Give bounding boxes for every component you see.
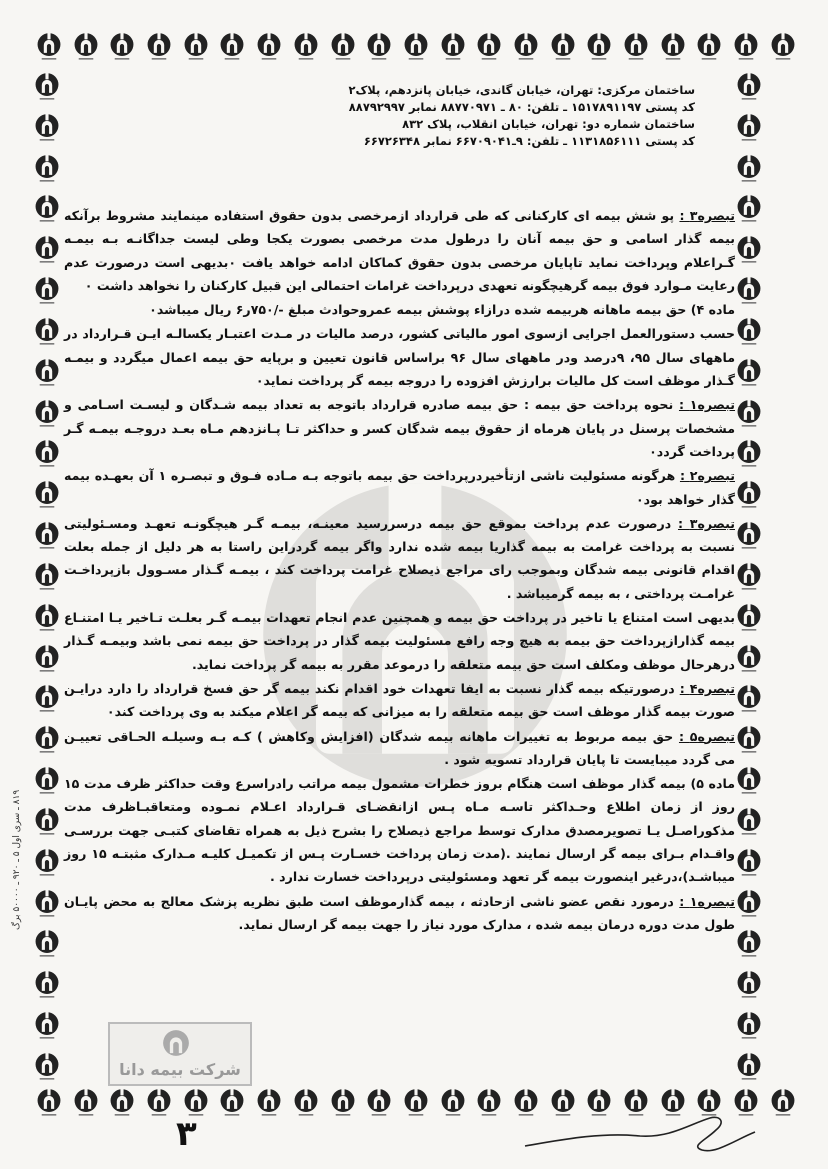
dana-logo-icon [736, 848, 762, 878]
header-line-1: ساختمان مرکزی: تهران، خیابان گاندی، خیابان پانزدهم، پلاک۲ [348, 83, 695, 97]
dana-logo-icon [736, 562, 762, 592]
dana-logo-icon [73, 1088, 99, 1118]
dana-logo-icon [183, 32, 209, 62]
company-stamp [108, 1022, 252, 1086]
dana-logo-icon [34, 889, 60, 919]
dana-logo-icon [736, 1011, 762, 1041]
dana-logo-icon [736, 807, 762, 837]
dana-logo-icon [34, 276, 60, 306]
paragraph-text: درصورت عدم پرداخت بموقع حق بیمه درسررسید معینـه، بیمـه گـر هیچگونـه تعهـد ومسـئولیتی نسبت به پرداخت غرامت به بیمه گذاریا بیمه شده ندارد واگر بیمه گردراین راستا به هر دلیل از جمله بعلت اقدام قانونی بیمه شدگان وبموجب رای مراجع ذیصلاح غرامت پرداخت کند ، بیمـه گـذار مسـوول بازپرداخـت غرامـت پرداختی ، به بیمه گرمیباشد . [64, 515, 735, 601]
paragraph-text: حق بیمه مربوط به تغییرات ماهانه بیمه شدگان (افزایش وکاهش ) کـه بـه وسیلـه الحـاقی تعییـن می گردد میبایست تا پایان قرارداد تسویه شود . [64, 728, 735, 767]
dana-logo-icon [34, 603, 60, 633]
dana-logo-icon [34, 72, 60, 102]
paragraph-text: ماده ۴) حق بیمه ماهانه هربیمه شده درازاء پوشش بیمه عمروحوادث مبلغ -/۷۵۰ر۶ ریال میباشد٠ [149, 302, 735, 318]
dana-logo-icon [330, 1088, 356, 1118]
header-line-3: ساختمان شماره دو: تهران، خیابان انقلاب، پلاک ۸۳۲ [402, 117, 695, 131]
dana-logo-icon [476, 1088, 502, 1118]
handwritten-signature [520, 1110, 760, 1160]
dana-logo-icon [736, 276, 762, 306]
dana-logo-icon [736, 399, 762, 429]
page-number: ۳ [176, 1114, 197, 1154]
paragraph-article-4 [64, 298, 735, 321]
dana-logo-icon [733, 32, 759, 62]
dana-logo-icon [34, 807, 60, 837]
dana-logo-icon [440, 1088, 466, 1118]
dana-logo-icon [736, 480, 762, 510]
paragraph-label: تبصره۲ : [679, 468, 735, 484]
paragraph-text: پو شش بیمه ای کارکنانی که طی قرارداد ازمرخصی بدون حقوق استفاده مینمایند مشروط برآنکه بیمه گذار اسامی و حق بیمه آنان را درطول مدت مرخصی بصورت یکجا وطی لیست جداگانـه بـه بیمـه گـراعلام وپرداخت نماید تاپایان مرخصی بدون حقوق کماکان ادامه خواهد یافت ٠بدیهی است درصورت عدم رعایت مـوارد فوق بیمه گرهیچگونه تعهدی درپرداخت غرامات احتمالی این قبیل کارکنان را نخواهد داشت ٠ [64, 208, 735, 293]
paragraph-text: ماده ۵) بیمه گذار موظف است هنگام بروز خطرات مشمول بیمه مراتب رادراسرع وقت حداکثر ظرف مدت ۱۵ روز از زمان اطلاع وحـداکثر تاسـه مـاه پـس ازانقضـای قـرارداد اعـلام نمـوده ومتعاقبـاظرف مدت مذکوراصـل یـا تصویرمصدق مدارک توسط مراجع ذیصلاح را بشرح ذیل به همراه تقاضای کتبـی جهت بررسـی واقـدام بـرای بیمه گر ارسال نمایند .(مدت زمان پرداخت خسـارت پـس از تکمیـل کلیـه مـدارک مثبتـه ۱۵ روز میباشـد)،درغیر اینصورت بیمه گر تعهد ومسئولیتی درپرداخت خسارت ندارد . [64, 776, 735, 885]
dana-logo-icon [109, 1088, 135, 1118]
dana-logo-icon [34, 358, 60, 388]
address-header [300, 82, 695, 150]
dana-logo-icon [736, 154, 762, 184]
dana-logo-icon [736, 317, 762, 347]
paragraph-text: بدیهی است امتناع یا تاخیر در پرداخت حق بیمه و همچنین عدم انجام تعهدات بیمـه گـر بعلـت تـاخیر یـا امتنـاع بیمه گذارازپرداخت حق بیمه به هیچ وجه رافع مسئولیت بیمه گذار در پرداخت حق بیمه نمی باشد وبیمـه گـذار درهرحال موظف ومکلف است حق بیمه متعلقه را درموعد مقرر به بیمه گر پرداخت نماید. [64, 610, 735, 672]
top-logo-border [36, 32, 796, 62]
dana-logo-icon [162, 1028, 190, 1058]
dana-logo-icon [550, 32, 576, 62]
dana-logo-icon [36, 32, 62, 62]
dana-logo-icon [34, 644, 60, 674]
stamp-company-name: شرکت بیمه دانا [119, 1060, 241, 1079]
dana-logo-icon [34, 725, 60, 755]
paragraph-text: درصورتیکه بیمه گذار نسبت به ایفا تعهدات خود اقدام نکند بیمه گر حق فسخ قرارداد را دارد درایـن صورت بیمه گذار موظف است حق بیمه متعلقه را به میزانی که بیمه گر اعلام میکند به وی پرداخت کند٠ [64, 680, 735, 720]
paragraph-tax [64, 322, 735, 392]
dana-logo-icon [366, 1088, 392, 1118]
dana-logo-icon [736, 929, 762, 959]
paragraph-label: تبصره۱ : [679, 893, 735, 909]
left-logo-border [34, 72, 60, 1082]
dana-logo-icon [34, 1011, 60, 1041]
paragraph-note-1b [64, 890, 735, 937]
paragraph-note-3b [64, 512, 735, 605]
paragraph-label: تبصره۱ : [678, 397, 735, 413]
dana-logo-icon [736, 603, 762, 633]
dana-logo-icon [736, 113, 762, 143]
dana-logo-icon [586, 32, 612, 62]
paragraph-text: حسب دستورالعمل اجرایی ازسوی امور مالیاتی کشور، درصد مالیات در مـدت اعتبـار یکسالـه ایـن قـرارداد در ماههای سال ۹۵، ۹درصد ودر ماههای سال ۹۶ براساس قانون تعیین و برپایه حق بیمه اعمال میگردد و بیمـه گـذار موظف است کل مالیات برارزش افزوده را دروجه بیمه گر پرداخت نماید٠ [64, 326, 735, 389]
dana-logo-icon [34, 929, 60, 959]
header-line-2: کد پستی ۱۵۱۷۸۹۱۱۹۷ ـ تلفن: ۸۰ ـ ۸۸۷۷۰۹۷۱ نمابر ۸۸۷۹۲۹۹۷ [348, 100, 695, 114]
dana-logo-icon [770, 1088, 796, 1118]
dana-logo-icon [256, 32, 282, 62]
dana-logo-icon [736, 766, 762, 796]
dana-logo-icon [109, 32, 135, 62]
dana-logo-icon [34, 154, 60, 184]
dana-logo-icon [736, 1052, 762, 1082]
dana-logo-icon [736, 684, 762, 714]
dana-logo-icon [34, 439, 60, 469]
dana-logo-icon [34, 480, 60, 510]
dana-logo-icon [736, 72, 762, 102]
dana-logo-icon [736, 358, 762, 388]
dana-logo-icon [660, 32, 686, 62]
form-serial-note: ۸۱۹ ـ سری اول ۵ ـ ۹۲۰ ـ ۵۰۰۰۰ برگ [12, 789, 22, 930]
dana-logo-icon [34, 521, 60, 551]
dana-logo-icon [34, 113, 60, 143]
dana-logo-icon [403, 32, 429, 62]
dana-logo-icon [34, 684, 60, 714]
header-line-4: کد پستی ۱۱۳۱۸۵۶۱۱۱ ـ تلفن: ۹ـ۶۶۷۰۹۰۴۱ نمابر ۶۶۷۲۶۳۴۸ [363, 134, 695, 148]
dana-logo-icon [34, 399, 60, 429]
paragraph-label: تبصره۳ : [679, 208, 736, 223]
paragraph-article-5 [64, 772, 735, 888]
paragraph-text: درمورد نقص عضو ناشی ازحادثه ، بیمه گذارموظف است طبق نظریه پزشک معالج به محض پایـان طول مدت دوره درمان بیمه شده ، مدارک مورد نیاز را جهت بیمه گر ارسال نماید. [64, 893, 735, 932]
dana-logo-icon [36, 1088, 62, 1118]
paragraph-note-3 [64, 204, 735, 297]
dana-logo-icon [736, 521, 762, 551]
paragraph-text: نحوه پرداخت حق بیمه : حق بیمه صادره قرارداد باتوجه به تعداد بیمه شـدگان و لیسـت اسـامی و مشخصات پرسنل در پایان هرماه از حقوق بیمه شدگان کسر و حداکثر تـا پـانزدهم مـاه بعـد دروجـه بیمـه گـر پرداخت گردد٠ [64, 397, 735, 459]
dana-logo-icon [34, 235, 60, 265]
dana-logo-icon [219, 1088, 245, 1118]
dana-logo-icon [736, 725, 762, 755]
dana-logo-icon [146, 32, 172, 62]
dana-logo-icon [73, 32, 99, 62]
dana-logo-icon [736, 194, 762, 224]
dana-logo-icon [34, 317, 60, 347]
dana-logo-icon [403, 1088, 429, 1118]
dana-logo-icon [736, 439, 762, 469]
dana-logo-icon [513, 32, 539, 62]
dana-logo-icon [736, 970, 762, 1000]
paragraph-label: تبصره۴ : [679, 680, 735, 696]
contract-body [64, 204, 735, 937]
dana-logo-icon [256, 1088, 282, 1118]
dana-logo-icon [293, 32, 319, 62]
right-logo-border [736, 72, 762, 1082]
dana-logo-icon [34, 970, 60, 1000]
paragraph-note-5 [64, 725, 735, 772]
dana-logo-icon [623, 32, 649, 62]
dana-logo-icon [34, 766, 60, 796]
dana-logo-icon [440, 32, 466, 62]
paragraph-label: تبصره۵ : [678, 728, 735, 744]
dana-logo-icon [146, 1088, 172, 1118]
dana-logo-icon [736, 235, 762, 265]
paragraph-note-2 [64, 464, 735, 511]
dana-logo-icon [696, 32, 722, 62]
dana-logo-icon [770, 32, 796, 62]
dana-logo-icon [330, 32, 356, 62]
dana-logo-icon [34, 848, 60, 878]
dana-logo-icon [736, 644, 762, 674]
paragraph-label: تبصره۳ : [677, 515, 735, 531]
dana-logo-icon [34, 562, 60, 592]
paragraph-note-4 [64, 677, 735, 724]
dana-logo-icon [34, 1052, 60, 1082]
paragraph-obviously [64, 606, 735, 676]
dana-logo-icon [736, 889, 762, 919]
paragraph-text: هرگونه مسئولیت ناشی ازتأخیردرپرداخت حق بیمه باتوجه بـه مـاده فـوق و تبصـره ۱ آن بعهـده بیمه گذار خواهد بود٠ [64, 468, 735, 507]
dana-logo-icon [366, 32, 392, 62]
dana-logo-icon [293, 1088, 319, 1118]
dana-logo-icon [34, 194, 60, 224]
dana-logo-icon [219, 32, 245, 62]
dana-logo-icon [476, 32, 502, 62]
paragraph-note-1 [64, 393, 735, 463]
